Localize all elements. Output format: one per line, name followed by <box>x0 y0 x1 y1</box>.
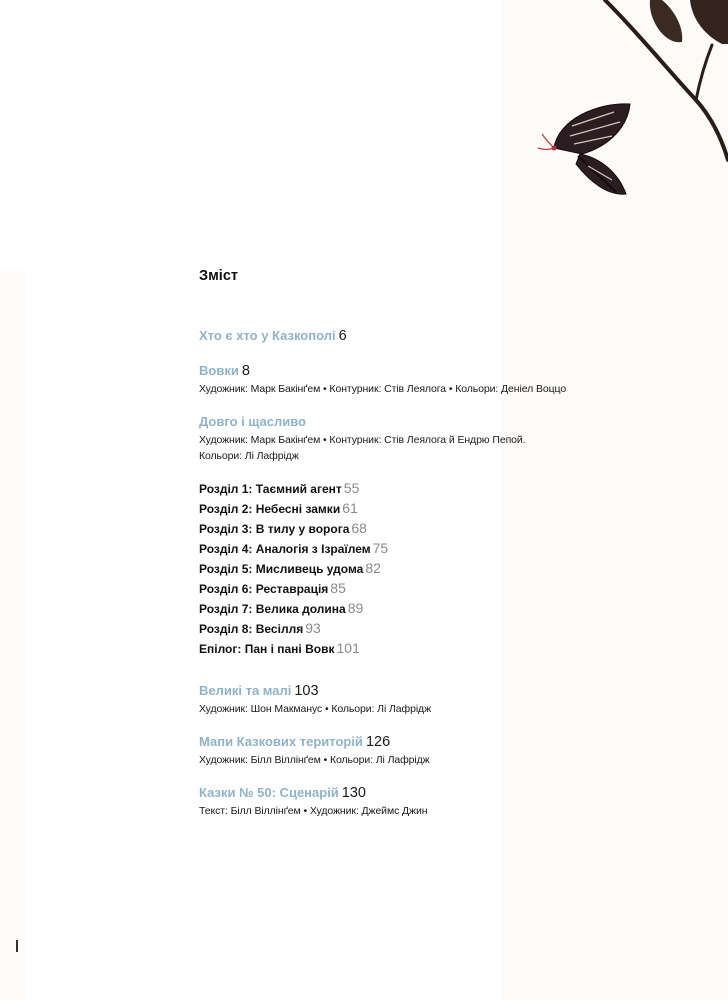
chapter-title: Розділ 7: Велика долина <box>199 602 346 616</box>
toc-page-number: 126 <box>365 734 391 750</box>
chapter-title: Розділ 8: Весілля <box>199 622 304 636</box>
chapter-page-number: 85 <box>330 580 346 596</box>
chapter-title: Розділ 3: В тилу у ворога <box>199 522 350 536</box>
chapter-item <box>199 619 639 639</box>
chapter-item <box>199 599 639 619</box>
chapter-item <box>199 499 639 519</box>
toc-page-number: 8 <box>241 363 250 379</box>
toc-credits: Художник: Марк Бакінґем • Контурник: Стів Леялога й Ендрю Пепой. <box>199 434 526 446</box>
chapter-page-number: 61 <box>342 500 358 516</box>
page-tint-strip <box>0 270 26 1000</box>
chapter-item <box>199 479 639 499</box>
chapter-title: Розділ 6: Реставрація <box>199 582 329 596</box>
chapter-page-number: 75 <box>372 540 389 556</box>
butterfly <box>538 104 630 194</box>
chapter-item <box>199 559 639 579</box>
toc-credits: Художник: Марк Бакінґем • Контурник: Стів Леялога • Кольори: Деніел Воццо <box>199 383 567 395</box>
toc-credits: Художник: Білл Віллінґем • Кольори: Лі Лафрідж <box>199 754 430 766</box>
chapter-page-number: 89 <box>347 600 364 616</box>
chapter-title: Розділ 4: Аналогія з Ізраїлем <box>199 542 371 556</box>
chapter-item <box>199 639 639 659</box>
toc-credits: Художник: Шон Макманус • Кольори: Лі Лафрідж <box>199 703 431 715</box>
toc-entry <box>199 732 639 768</box>
toc-page-number: 6 <box>338 328 347 344</box>
page-edge-mark <box>16 940 18 952</box>
chapter-title: Розділ 2: Небесні замки <box>199 502 341 516</box>
toc-page-number: 103 <box>294 683 319 699</box>
chapter-page-number: 93 <box>305 620 321 636</box>
chapter-page-number: 55 <box>343 480 360 496</box>
leaf <box>650 0 682 42</box>
toc-entry <box>199 681 639 717</box>
toc-entry-title: Вовки <box>199 363 239 378</box>
toc-entry-title: Довго і щасливо <box>199 414 306 429</box>
leaf <box>690 0 728 44</box>
chapter-item <box>199 579 639 599</box>
toc-credits: Кольори: Лі Лафрідж <box>199 450 299 462</box>
chapter-page-number: 101 <box>336 640 360 656</box>
chapter-title: Епілог: Пан і пані Вовк <box>199 642 335 656</box>
toc-entry <box>199 361 639 397</box>
chapter-page-number: 82 <box>365 560 381 576</box>
toc-page-number: 130 <box>341 785 366 801</box>
toc-entry-title: Хто є хто у Казкополі <box>199 328 336 343</box>
toc-entry <box>199 783 639 819</box>
chapter-title: Розділ 5: Мисливець удома <box>199 562 364 576</box>
chapter-item <box>199 519 639 539</box>
chapter-list <box>199 479 639 659</box>
toc-entry-title: Казки № 50: Сценарій <box>199 785 339 800</box>
toc-entry <box>199 412 639 464</box>
chapter-page-number: 68 <box>351 520 367 536</box>
branch-twig <box>696 45 712 100</box>
table-of-contents <box>199 268 639 834</box>
toc-entry-title: Великі та малі <box>199 683 292 698</box>
chapter-title: Розділ 1: Таємний агент <box>199 482 342 496</box>
toc-entry <box>199 326 639 346</box>
toc-credits: Текст: Білл Віллінґем • Художник: Джеймс Джин <box>199 805 428 817</box>
butterfly-branch-illustration <box>500 0 728 240</box>
chapter-item <box>199 539 639 559</box>
toc-heading: Зміст <box>199 268 239 284</box>
toc-entry-title: Мапи Казкових територій <box>199 734 363 749</box>
